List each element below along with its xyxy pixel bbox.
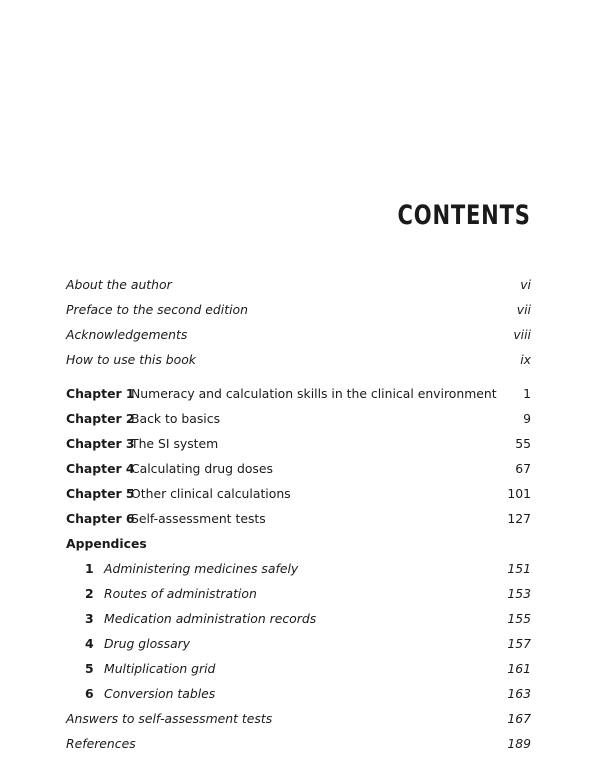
chapter-title: Numeracy and calculation skills in the clinical environment <box>131 386 497 401</box>
toc-entry-title: How to use this book <box>66 352 196 367</box>
toc-chapter-4[interactable] <box>66 460 531 485</box>
appendix-number: 3 <box>85 611 94 626</box>
chapter-label: Chapter 1 <box>66 386 135 401</box>
toc-appendix-3[interactable] <box>66 610 531 635</box>
chapter-label: Chapter 3 <box>66 436 135 451</box>
appendix-page: 161 <box>507 661 531 676</box>
toc-chapter-3[interactable] <box>66 435 531 460</box>
chapter-title: Self-assessment tests <box>131 511 266 526</box>
appendix-number: 5 <box>85 661 94 676</box>
appendix-page: 163 <box>507 686 531 701</box>
chapter-title: Back to basics <box>131 411 221 426</box>
chapter-page: 1 <box>523 386 531 401</box>
toc-appendix-6[interactable] <box>66 685 531 710</box>
toc-chapter-1[interactable] <box>66 385 531 410</box>
appendix-title: Conversion tables <box>104 686 216 701</box>
table-of-contents <box>66 276 531 760</box>
toc-entry-references[interactable] <box>66 735 531 760</box>
toc-entry-page: ix <box>520 352 531 367</box>
toc-entry-title: Acknowledgements <box>66 327 188 342</box>
chapter-page: 101 <box>507 486 531 501</box>
toc-chapter-6[interactable] <box>66 510 531 535</box>
chapter-label: Chapter 4 <box>66 461 135 476</box>
toc-chapter-5[interactable] <box>66 485 531 510</box>
toc-appendix-5[interactable] <box>66 660 531 685</box>
appendix-page: 153 <box>507 586 531 601</box>
appendix-page: 155 <box>507 611 531 626</box>
appendix-number: 4 <box>85 636 94 651</box>
toc-entry-acknowledgements[interactable] <box>66 326 531 351</box>
toc-entry-title: Preface to the second edition <box>66 302 248 317</box>
chapter-label: Chapter 5 <box>66 486 135 501</box>
toc-entry-page: 167 <box>507 711 531 726</box>
toc-entry-page: viii <box>513 327 531 342</box>
appendix-page: 151 <box>507 561 531 576</box>
toc-entry-title: References <box>66 736 136 751</box>
chapter-label: Chapter 6 <box>66 511 135 526</box>
appendix-title: Medication administration records <box>104 611 317 626</box>
toc-appendix-4[interactable] <box>66 635 531 660</box>
appendix-title: Routes of administration <box>104 586 257 601</box>
toc-entry-answers[interactable] <box>66 710 531 735</box>
appendices-heading: Appendices <box>66 536 147 551</box>
appendix-title: Drug glossary <box>104 636 191 651</box>
appendix-title: Administering medicines safely <box>104 561 299 576</box>
appendix-title: Multiplication grid <box>104 661 216 676</box>
toc-entry-page: 189 <box>507 736 531 751</box>
toc-entry-title: About the author <box>66 277 172 292</box>
toc-entry-title: Answers to self-assessment tests <box>66 711 273 726</box>
chapter-title: Other clinical calculations <box>131 486 291 501</box>
toc-entry-page: vii <box>516 302 531 317</box>
chapter-title: Calculating drug doses <box>131 461 273 476</box>
chapter-page: 127 <box>507 511 531 526</box>
appendices-heading-row <box>66 535 531 560</box>
toc-entry-page: vi <box>520 277 531 292</box>
toc-appendix-2[interactable] <box>66 585 531 610</box>
toc-entry-how-to-use[interactable] <box>66 351 531 376</box>
chapter-title: The SI system <box>131 436 219 451</box>
appendix-page: 157 <box>507 636 531 651</box>
appendix-number: 2 <box>85 586 94 601</box>
toc-entry-about-author[interactable] <box>66 276 531 301</box>
appendix-number: 1 <box>85 561 94 576</box>
page-title: CONTENTS <box>397 200 531 231</box>
chapter-page: 9 <box>523 411 531 426</box>
chapter-label: Chapter 2 <box>66 411 135 426</box>
appendix-number: 6 <box>85 686 94 701</box>
chapter-page: 55 <box>515 436 531 451</box>
toc-chapter-2[interactable] <box>66 410 531 435</box>
chapter-page: 67 <box>515 461 531 476</box>
toc-appendix-1[interactable] <box>66 560 531 585</box>
toc-entry-preface[interactable] <box>66 301 531 326</box>
